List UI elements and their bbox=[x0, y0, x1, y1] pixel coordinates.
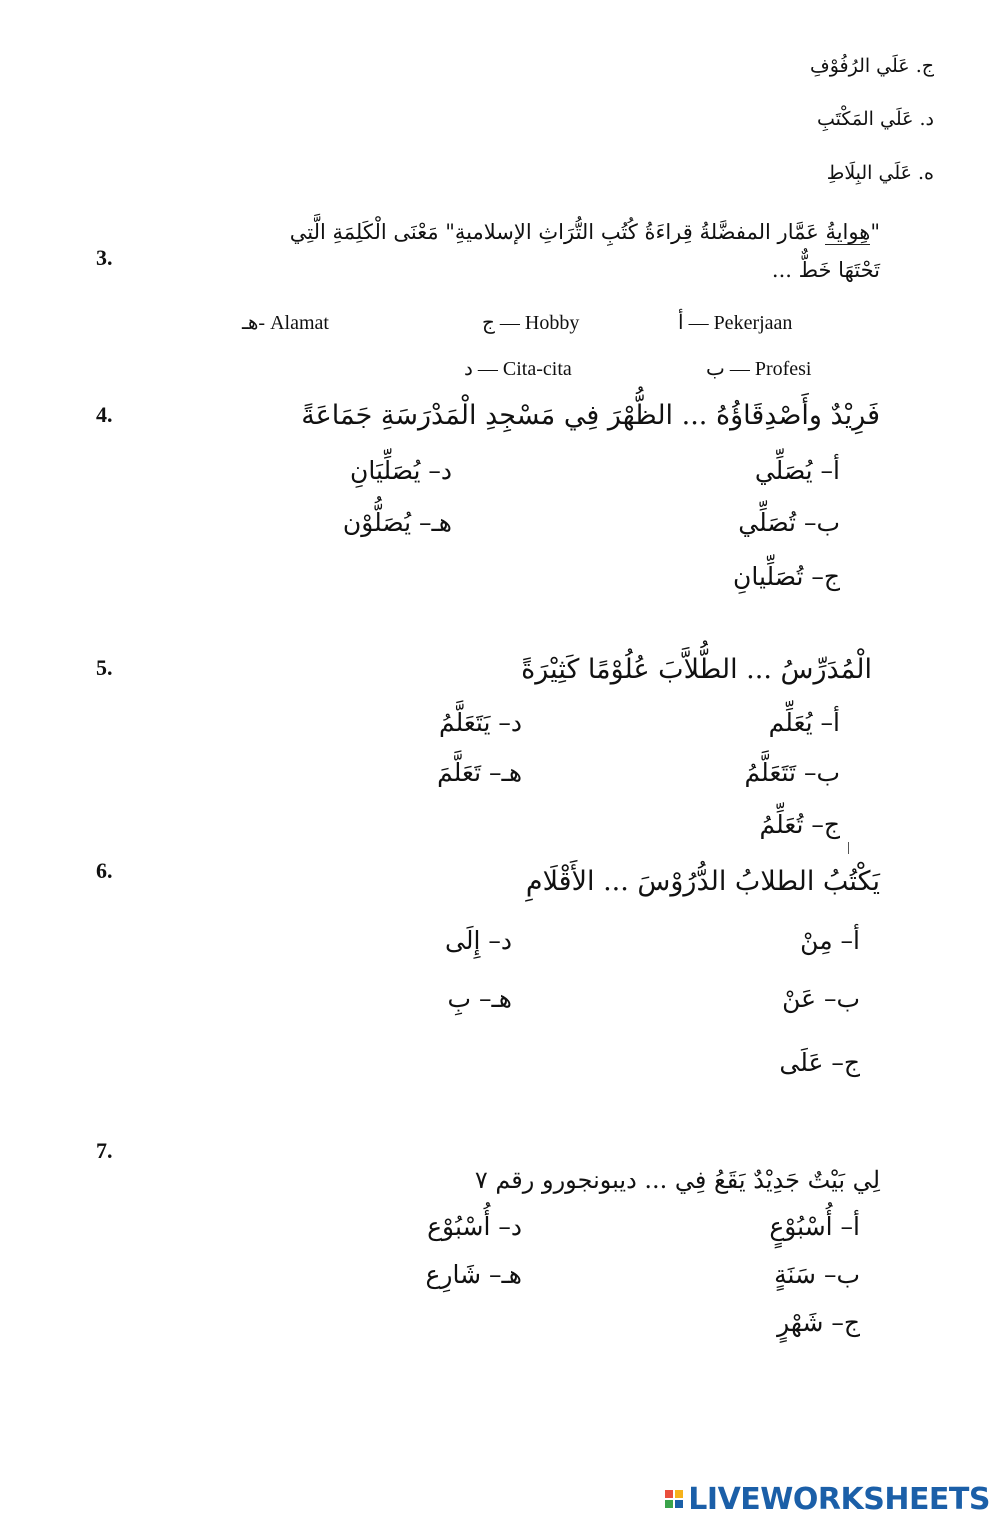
option-e[interactable]: هـ– تَعَلَّمَ bbox=[437, 758, 522, 787]
logo-text: LIVEWORKSHEETS bbox=[688, 1481, 990, 1517]
logo-square-1 bbox=[665, 1490, 673, 1498]
question-text: لِي بَيْتٌ جَدِيْدٌ يَقَعُ فِي ... ديبونجورو رقم ٧ bbox=[474, 1166, 880, 1194]
option-d[interactable]: د– يَتَعَلَّمُ bbox=[438, 708, 522, 737]
option-a[interactable]: أ– مِنْ bbox=[800, 926, 860, 955]
option-d[interactable]: د– أُسْبُوْع bbox=[427, 1212, 522, 1241]
logo-square-4 bbox=[675, 1500, 683, 1508]
question-text-rest: عَمَّار المفضَّلةُ قِراءَةُ كُتُبِ التُّرَاثِ الإسلاميةِ" مَعْنَى الْكَلِمَةِ الَّتِي bbox=[289, 220, 826, 244]
option-a[interactable]: أ– يُعَلِّم bbox=[768, 708, 840, 737]
question-text-line2: تَحْتَهَا خَطٌّ ... bbox=[771, 258, 880, 282]
question-number: 6. bbox=[96, 858, 113, 883]
q2-option-e: ه. عَلَي البِلَاطِ bbox=[826, 162, 934, 184]
option-b[interactable]: ب– سَنَةٍ bbox=[774, 1260, 860, 1289]
question-number: 3. bbox=[96, 245, 113, 270]
question-text bbox=[290, 220, 880, 244]
question-number: 7. bbox=[96, 1138, 113, 1163]
option-e[interactable]: هـ– يُصَلُّوْن bbox=[342, 508, 452, 537]
q2-option-c: ج. عَلَي الرُفُوْفِ bbox=[810, 55, 934, 77]
option-a[interactable]: أ — Pekerjaan bbox=[678, 312, 793, 334]
option-d[interactable]: د — Cita-cita bbox=[464, 358, 572, 380]
option-c[interactable]: ج– تُعَلِّمُ bbox=[759, 810, 840, 839]
question-text: فَرِيْدٌ وأَصْدِقَاؤُهُ ... الظُّهْرَ فِي مَسْجِدِ الْمَدْرَسَةِ جَمَاعَةً bbox=[301, 400, 880, 431]
question-number: 5. bbox=[96, 655, 113, 680]
option-a[interactable]: أ– أُسْبُوْعٍ bbox=[769, 1212, 860, 1241]
question-text: الْمُدَرِّسُ ... الطُّلاَّبَ عُلُوْمًا كَثِيْرَةً bbox=[521, 654, 872, 685]
option-c[interactable]: ج — Hobby bbox=[482, 312, 580, 334]
option-c[interactable]: ج– شَهْرٍ bbox=[777, 1308, 860, 1337]
option-b[interactable]: ب– تُصَلِّي bbox=[738, 508, 840, 537]
option-d[interactable]: د– إِلَى bbox=[445, 926, 512, 955]
option-e[interactable]: هـ– شَارِع bbox=[425, 1260, 522, 1289]
underlined-word: هِوايةُ bbox=[825, 220, 871, 244]
liveworksheets-logo[interactable] bbox=[665, 1479, 990, 1519]
scan-mark bbox=[848, 842, 849, 854]
option-e[interactable]: هـ- Alamat bbox=[242, 312, 329, 334]
option-c[interactable]: ج– تُصَلِّيانِ bbox=[732, 562, 840, 591]
option-a[interactable]: أ– يُصَلِّي bbox=[754, 456, 840, 485]
option-b[interactable]: ب — Profesi bbox=[706, 358, 812, 380]
option-b[interactable]: ب– عَنْ bbox=[782, 984, 860, 1013]
option-d[interactable]: د– يُصَلِّيَانِ bbox=[349, 456, 452, 485]
logo-square-2 bbox=[675, 1490, 683, 1498]
quote-mark: " bbox=[870, 220, 880, 244]
question-number: 4. bbox=[96, 402, 113, 427]
logo-square-3 bbox=[665, 1500, 673, 1508]
option-e[interactable]: هـ– بِ bbox=[447, 984, 512, 1013]
option-b[interactable]: ب– تَتَعَلَّمُ bbox=[744, 758, 840, 787]
question-text: يَكْتُبُ الطلابُ الدُّرُوْسَ ... الأَقْلَامِ bbox=[525, 866, 880, 897]
q2-option-d: د. عَلَي المَكْتَبِ bbox=[817, 108, 934, 130]
option-c[interactable]: ج– عَلَى bbox=[779, 1048, 860, 1077]
logo-mark-icon bbox=[665, 1490, 683, 1508]
